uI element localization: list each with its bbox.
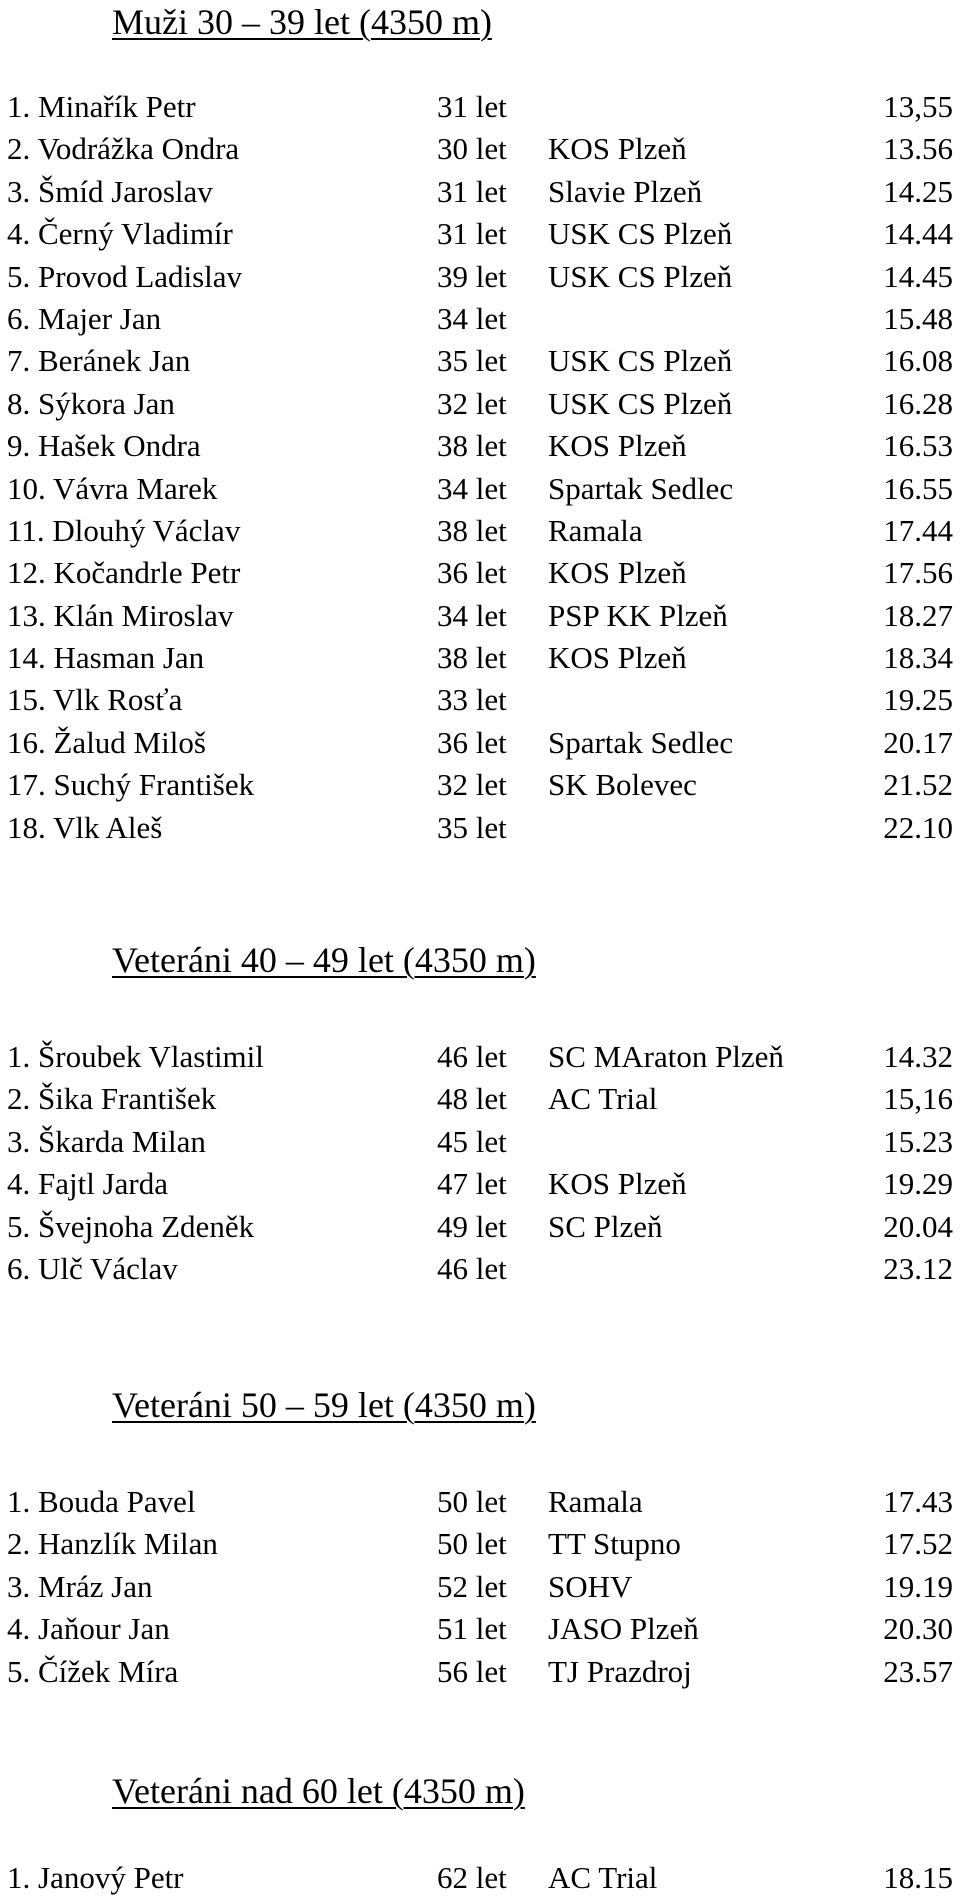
athlete-name: 2. Šika František [7,1081,217,1117]
athlete-age: 45 let [437,1123,507,1159]
finish-time: 16.53 [883,428,953,464]
finish-time: 19.25 [883,682,953,718]
athlete-club: KOS Plzeň [548,640,687,676]
result-row [0,1523,960,1565]
finish-time: 21.52 [883,767,953,803]
athlete-name: 16. Žalud Miloš [7,724,206,760]
athlete-club: AC Trial [548,1081,658,1117]
athlete-name: 3. Mráz Jan [7,1568,153,1604]
athlete-club: TJ Prazdroj [548,1653,692,1689]
result-row [0,1036,960,1078]
finish-time: 14.25 [883,173,953,209]
athlete-club: AC Trial [548,1860,658,1895]
athlete-age: 52 let [437,1568,507,1604]
athlete-age: 48 let [437,1081,507,1117]
results-list [0,1036,960,1290]
result-row [0,213,960,255]
result-row [0,722,960,764]
athlete-name: 2. Hanzlík Milan [7,1526,218,1562]
athlete-name: 5. Čížek Míra [7,1653,179,1689]
finish-time: 18.27 [883,597,953,633]
finish-time: 17.43 [883,1484,953,1519]
athlete-age: 56 let [437,1653,507,1689]
finish-time: 15.23 [883,1123,953,1159]
athlete-club: SC Plzeň [548,1208,663,1244]
finish-time: 16.28 [883,385,953,421]
athlete-name: 12. Kočandrle Petr [7,555,241,591]
athlete-age: 31 let [437,216,507,252]
result-row [0,510,960,552]
athlete-club: TT Stupno [548,1526,681,1562]
finish-time: 18.15 [883,1860,953,1895]
result-row [0,764,960,806]
finish-time: 16.55 [883,470,953,506]
finish-time: 16.08 [883,343,953,379]
athlete-name: 11. Dlouhý Václav [7,512,241,548]
athlete-name: 2. Vodrážka Ondra [7,131,240,167]
result-row [0,1651,960,1693]
result-row [0,595,960,637]
athlete-age: 33 let [437,682,507,718]
athlete-name: 15. Vlk Rosťa [7,682,183,718]
result-row [0,256,960,298]
athlete-age: 46 let [437,1250,507,1286]
athlete-age: 50 let [437,1484,507,1519]
section-heading: Muži 30 – 39 let (4350 m) [112,2,492,42]
athlete-name: 17. Suchý František [7,767,255,803]
athlete-club: USK CS Plzeň [548,258,733,294]
finish-time: 14.32 [883,1039,953,1074]
athlete-club: KOS Plzeň [548,1166,687,1202]
finish-time: 13,55 [883,89,953,124]
finish-time: 20.30 [883,1611,953,1647]
athlete-club: Ramala [548,512,643,548]
athlete-name: 8. Sýkora Jan [7,385,175,421]
result-row [0,86,960,128]
athlete-name: 6. Ulč Václav [7,1250,178,1286]
finish-time: 18.34 [883,640,953,676]
result-row [0,383,960,425]
athlete-club: PSP KK Plzeň [548,597,728,633]
athlete-name: 9. Hašek Ondra [7,428,201,464]
athlete-club: SK Bolevec [548,767,697,803]
athlete-name: 5. Provod Ladislav [7,258,243,294]
athlete-name: 13. Klán Miroslav [7,597,234,633]
athlete-club: Spartak Sedlec [548,470,734,506]
athlete-name: 3. Škarda Milan [7,1123,206,1159]
result-row [0,637,960,679]
athlete-name: 7. Beránek Jan [7,343,191,379]
athlete-age: 34 let [437,470,507,506]
athlete-club: SC MAraton Plzeň [548,1039,784,1074]
result-row [0,679,960,721]
section-heading: Veteráni 40 – 49 let (4350 m) [112,940,536,980]
athlete-age: 47 let [437,1166,507,1202]
result-row [0,425,960,467]
athlete-club: KOS Plzeň [548,131,687,167]
athlete-name: 4. Jaňour Jan [7,1611,170,1647]
athlete-age: 36 let [437,555,507,591]
athlete-age: 38 let [437,640,507,676]
result-row [0,1481,960,1523]
finish-time: 19.29 [883,1166,953,1202]
result-row [0,1206,960,1248]
result-row [0,1078,960,1120]
result-row [0,1608,960,1650]
athlete-name: 6. Majer Jan [7,300,162,336]
athlete-club: USK CS Plzeň [548,216,733,252]
athlete-age: 39 let [437,258,507,294]
athlete-club: SOHV [548,1568,633,1604]
athlete-name: 4. Černý Vladimír [7,216,233,252]
athlete-age: 32 let [437,767,507,803]
result-row [0,298,960,340]
athlete-age: 46 let [437,1039,507,1074]
finish-time: 23.57 [883,1653,953,1689]
athlete-club: KOS Plzeň [548,428,687,464]
athlete-club: USK CS Plzeň [548,385,733,421]
finish-time: 15,16 [883,1081,953,1117]
result-row [0,1121,960,1163]
athlete-age: 35 let [437,343,507,379]
athlete-age: 38 let [437,428,507,464]
athlete-age: 34 let [437,597,507,633]
finish-time: 17.52 [883,1526,953,1562]
athlete-name: 1. Bouda Pavel [7,1484,196,1519]
athlete-age: 36 let [437,724,507,760]
finish-time: 17.44 [883,512,953,548]
results-list [0,1857,960,1899]
athlete-name: 18. Vlk Aleš [7,809,163,845]
finish-time: 19.19 [883,1568,953,1604]
section-heading: Veteráni 50 – 59 let (4350 m) [112,1385,536,1425]
athlete-club: JASO Plzeň [548,1611,699,1647]
athlete-age: 30 let [437,131,507,167]
athlete-club: Slavie Plzeň [548,173,703,209]
result-row [0,340,960,382]
athlete-age: 62 let [437,1860,507,1895]
finish-time: 22.10 [883,809,953,845]
athlete-club: Ramala [548,1484,643,1519]
result-row [0,1566,960,1608]
result-row [0,128,960,170]
finish-time: 14.45 [883,258,953,294]
finish-time: 17.56 [883,555,953,591]
athlete-name: 14. Hasman Jan [7,640,205,676]
athlete-age: 38 let [437,512,507,548]
athlete-club: KOS Plzeň [548,555,687,591]
athlete-age: 31 let [437,173,507,209]
athlete-age: 32 let [437,385,507,421]
athlete-club: Spartak Sedlec [548,724,734,760]
results-list [0,86,960,849]
athlete-age: 49 let [437,1208,507,1244]
finish-time: 23.12 [883,1250,953,1286]
athlete-name: 10. Vávra Marek [7,470,218,506]
result-row [0,1163,960,1205]
results-list [0,1481,960,1693]
finish-time: 14.44 [883,216,953,252]
result-row [0,807,960,849]
athlete-name: 1. Šroubek Vlastimil [7,1039,264,1074]
athlete-age: 34 let [437,300,507,336]
finish-time: 13.56 [883,131,953,167]
result-row [0,468,960,510]
result-row [0,1248,960,1290]
athlete-name: 4. Fajtl Jarda [7,1166,168,1202]
athlete-name: 5. Švejnoha Zdeněk [7,1208,255,1244]
finish-time: 15.48 [883,300,953,336]
athlete-age: 50 let [437,1526,507,1562]
athlete-age: 51 let [437,1611,507,1647]
athlete-name: 1. Minařík Petr [7,89,196,124]
athlete-club: USK CS Plzeň [548,343,733,379]
athlete-name: 1. Janový Petr [7,1860,184,1895]
athlete-name: 3. Šmíd Jaroslav [7,173,213,209]
result-row [0,552,960,594]
athlete-age: 35 let [437,809,507,845]
result-row [0,1857,960,1899]
finish-time: 20.04 [883,1208,953,1244]
finish-time: 20.17 [883,724,953,760]
section-heading: Veteráni nad 60 let (4350 m) [112,1771,525,1811]
athlete-age: 31 let [437,89,507,124]
result-row [0,171,960,213]
